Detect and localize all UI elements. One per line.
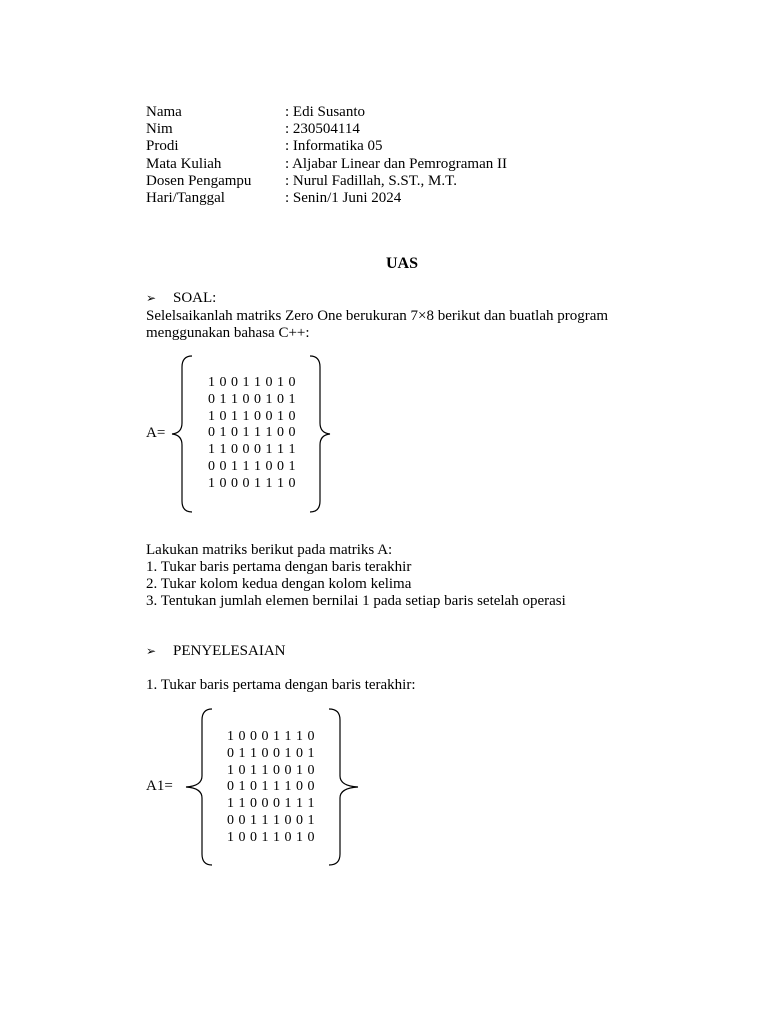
arrowhead-bullet-icon: ➢ bbox=[146, 291, 157, 305]
matrix-row: 1 0 1 1 0 0 1 0 bbox=[208, 408, 296, 424]
step-1-text: 1. Tukar baris pertama dengan baris terakhir: bbox=[146, 677, 416, 693]
info-label: Prodi bbox=[146, 138, 179, 155]
soal-line-1: Selelsaikanlah matriks Zero One berukuran 7×8 berikut dan buatlah program bbox=[146, 308, 609, 324]
matrix-row: 1 0 0 0 1 1 1 0 bbox=[208, 475, 296, 491]
info-label: Mata Kuliah bbox=[146, 155, 222, 172]
instruction-item: 1. Tukar baris pertama dengan baris terakhir bbox=[146, 559, 412, 575]
arrowhead-bullet-icon: ➢ bbox=[146, 644, 157, 658]
matrix-row: 0 0 1 1 1 0 0 1 bbox=[208, 458, 296, 474]
info-value: : Aljabar Linear dan Pemrograman II bbox=[285, 155, 507, 172]
info-value: : Senin/1 Juni 2024 bbox=[285, 189, 402, 206]
soal-heading bbox=[146, 290, 216, 307]
matrix-row: 0 1 1 0 0 1 0 1 bbox=[227, 745, 315, 761]
info-value: : Edi Susanto bbox=[285, 104, 366, 120]
penyelesaian-heading-text: PENYELESAIAN bbox=[173, 643, 286, 659]
matrix-row: 1 0 1 1 0 0 1 0 bbox=[227, 762, 315, 778]
matrix-row: 0 1 1 0 0 1 0 1 bbox=[208, 391, 296, 407]
matrix-row: 1 1 0 0 0 1 1 1 bbox=[208, 442, 296, 458]
matrix-row: 0 0 1 1 1 0 0 1 bbox=[227, 812, 315, 828]
instruction-item: 3. Tentukan jumlah elemen bernilai 1 pada setiap baris setelah operasi bbox=[146, 593, 566, 609]
info-label: Dosen Pengampu bbox=[146, 172, 252, 189]
document-title: UAS bbox=[385, 255, 418, 272]
penyelesaian-heading bbox=[146, 643, 286, 660]
matrix-row: 1 0 0 1 1 0 1 0 bbox=[227, 829, 315, 845]
matrix-row: 1 0 0 0 1 1 1 0 bbox=[227, 729, 315, 744]
soal-heading-text: SOAL: bbox=[173, 290, 217, 306]
right-brace-icon bbox=[326, 708, 360, 866]
instructions-intro: Lakukan matriks berikut pada matriks A: bbox=[146, 542, 393, 558]
info-label: Nim bbox=[146, 121, 173, 138]
matrix-a-label: A= bbox=[146, 425, 166, 441]
info-value: : Informatika 05 bbox=[285, 138, 383, 155]
matrix-a1-label: A1= bbox=[146, 778, 173, 794]
matrix-row: 1 1 0 0 0 1 1 1 bbox=[227, 796, 315, 812]
left-brace-icon bbox=[170, 355, 196, 513]
info-label: Nama bbox=[146, 104, 182, 120]
matrix-a1-rows bbox=[227, 729, 315, 847]
info-label: Hari/Tanggal bbox=[146, 189, 225, 206]
matrix-row: 0 1 0 1 1 1 0 0 bbox=[227, 779, 315, 795]
soal-line-2: menggunakan bahasa C++: bbox=[146, 325, 310, 341]
right-brace-icon bbox=[306, 355, 332, 513]
left-brace-icon bbox=[184, 708, 214, 866]
matrix-a-rows bbox=[208, 375, 296, 493]
info-value: : Nurul Fadillah, S.ST., M.T. bbox=[285, 172, 457, 189]
instruction-item: 2. Tukar kolom kedua dengan kolom kelima bbox=[146, 576, 412, 592]
matrix-row: 0 1 0 1 1 1 0 0 bbox=[208, 425, 296, 441]
matrix-row: 1 0 0 1 1 0 1 0 bbox=[208, 375, 296, 390]
info-value: : 230504114 bbox=[285, 121, 360, 138]
